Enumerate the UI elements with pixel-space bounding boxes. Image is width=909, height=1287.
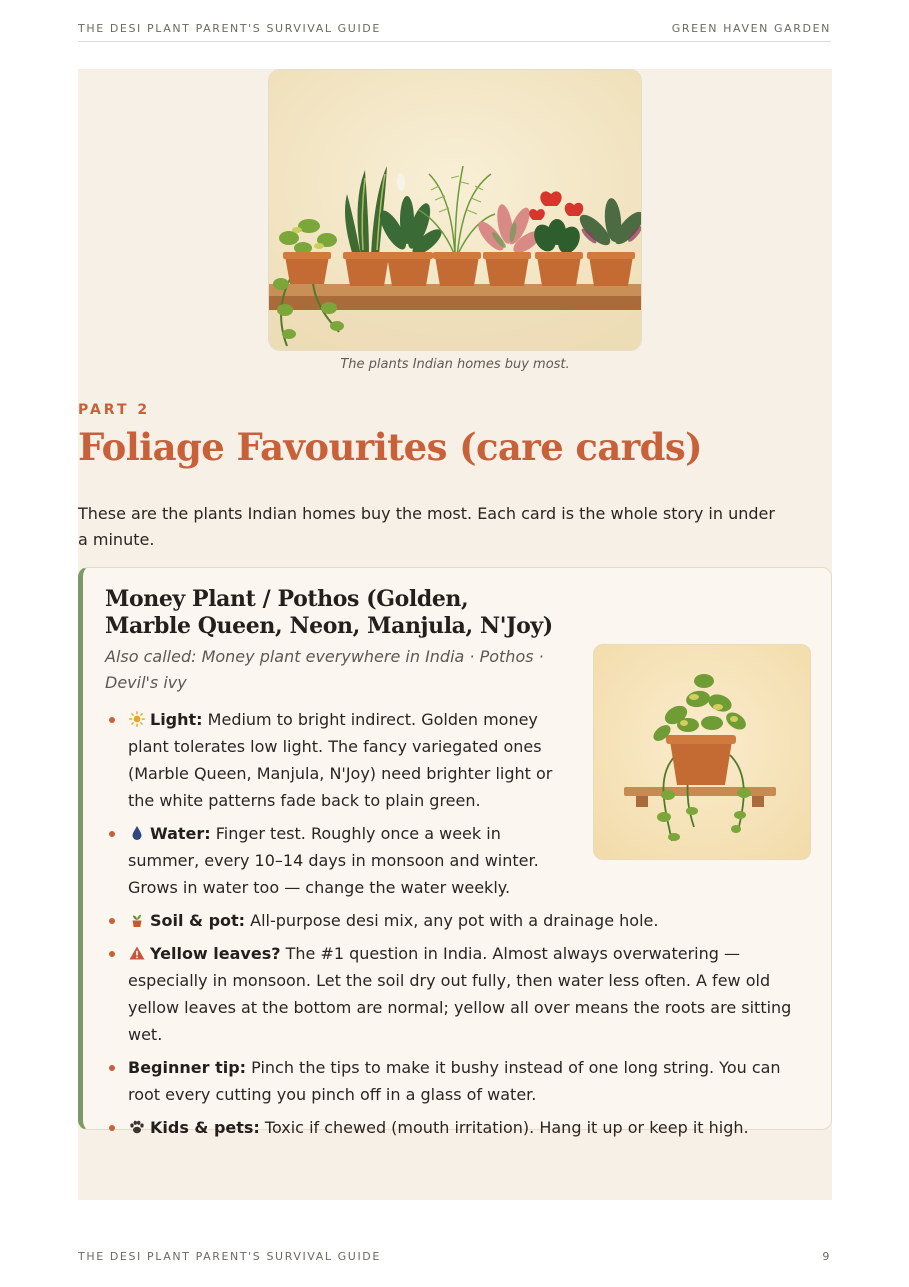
- hero-image: [268, 69, 642, 351]
- care-fact-text: Pinch the tips to make it bushy instead of one long string. You can root every cutting you pinch off in a glass of water.: [128, 1058, 781, 1104]
- care-fact-text: The #1 question in India. Almost always overwatering — especially in monsoon. Let the soil dry out fully, then water less often. A few old yellow leaves at the bottom are normal; yellow all over means the roots are sitting wet.: [128, 944, 792, 1044]
- sun-icon: [128, 711, 146, 727]
- care-fact-water: [105, 820, 568, 901]
- section-kicker: PART 2: [78, 402, 151, 418]
- care-card-aka: Also called: Money plant everywhere in India · Pothos · Devil's ivy: [105, 647, 544, 692]
- header-publisher: GREEN HAVEN GARDEN: [671, 22, 831, 35]
- potted-sprout-icon: [128, 912, 146, 928]
- footer-guide-title: THE DESI PLANT PARENT'S SURVIVAL GUIDE: [78, 1250, 381, 1263]
- paw-print-icon: [128, 1119, 146, 1135]
- care-fact-yellow-leaves: [105, 940, 795, 1048]
- care-fact-text: Medium to bright indirect. Golden money plant tolerates low light. The fancy variegated ones (Marble Queen, Manjula, N'Joy) need brighter light or the white patterns fade back to plain green.: [128, 710, 553, 810]
- care-fact-kids-pets: [105, 1114, 795, 1141]
- care-fact-text: All-purpose desi mix, any pot with a drainage hole.: [245, 911, 659, 930]
- care-fact-label: Kids & pets:: [150, 1118, 260, 1137]
- header-guide-title: THE DESI PLANT PARENT'S SURVIVAL GUIDE: [78, 22, 381, 35]
- running-footer: [78, 1250, 831, 1263]
- water-drop-icon: [128, 825, 146, 841]
- care-fact-text: Toxic if chewed (mouth irritation). Hang it up or keep it high.: [259, 1118, 749, 1137]
- running-header: [78, 22, 831, 42]
- section-title: Foliage Favourites (care cards): [78, 425, 703, 469]
- care-card-money-plant: [78, 567, 832, 1137]
- care-fact-soil-pot: [105, 907, 795, 934]
- warning-icon: [128, 945, 146, 961]
- care-fact-label: Soil & pot:: [150, 911, 246, 930]
- care-card-title-line-2: Marble Queen, Neon, Manjula, N'Joy): [105, 613, 553, 639]
- care-fact-beginner-tip: [105, 1054, 795, 1108]
- care-fact-label: Beginner tip:: [128, 1058, 247, 1077]
- care-fact-light: [105, 706, 568, 814]
- section-intro: These are the plants Indian homes buy the most. Each card is the whole story in under a minute.: [78, 504, 775, 549]
- care-card-title: [105, 586, 575, 640]
- care-facts-list: [105, 706, 795, 1147]
- care-fact-label: Water:: [150, 824, 211, 843]
- care-fact-text: Finger test. Roughly once a week in summer, every 10–14 days in monsoon and winter. Grows in water too — change the water weekly.: [128, 824, 539, 897]
- page-content: [78, 69, 832, 1200]
- page-number: 9: [822, 1250, 831, 1263]
- care-card-title-line-1: Money Plant / Pothos (Golden,: [105, 586, 469, 612]
- care-fact-label: Light:: [150, 710, 203, 729]
- hero-caption: The plants Indian homes buy most.: [340, 357, 570, 372]
- care-fact-label: Yellow leaves?: [150, 944, 281, 963]
- plants-on-shelf-illustration: [269, 70, 641, 350]
